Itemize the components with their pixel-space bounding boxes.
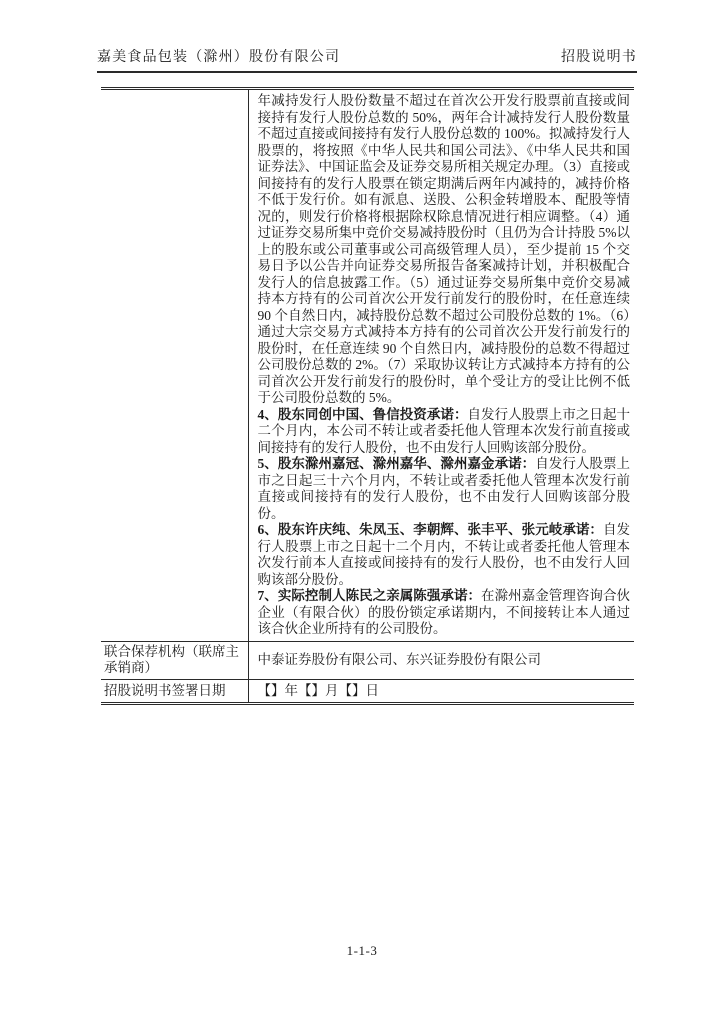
- header-company-name: 嘉美食品包装（滁州）股份有限公司: [97, 50, 341, 65]
- commitment-lead: 7、实际控制人陈民之亲属陈强承诺：: [257, 588, 482, 603]
- sponsors-value: [248, 641, 634, 679]
- commitments-label-cell: [101, 89, 248, 642]
- commitment-table: [101, 87, 634, 705]
- sponsors-value-text: 中泰证券股份有限公司、东兴证券股份有限公司: [257, 651, 541, 667]
- header-doc-type: 招股说明书: [561, 50, 637, 65]
- commitment-lead: 5、股东滁州嘉冠、滁州嘉华、滁州嘉金承诺：: [257, 456, 536, 471]
- page-footer: [0, 943, 724, 959]
- page-number: 1-1-3: [346, 943, 378, 958]
- page-content: [97, 50, 637, 705]
- signing-date-label: 招股说明书签署日期: [101, 679, 248, 704]
- commitment-lead: 4、股东同创中国、鲁信投资承诺：: [257, 406, 468, 422]
- page-header: [97, 50, 637, 66]
- signing-date-value: [248, 679, 634, 704]
- sponsors-label: 联合保荐机构（联席主承销商）: [101, 641, 248, 679]
- table-row-signing-date: [101, 679, 634, 704]
- header-rule: [97, 71, 637, 73]
- commitment-lead: 6、股东许庆纯、朱凤玉、李朝辉、张丰平、张元岐承诺：: [257, 522, 603, 537]
- table-row-commitments: [101, 89, 634, 642]
- signing-date-value-text: 【】年【】月【】日: [257, 682, 379, 698]
- continuation-paragraph: 年减持发行人股份数量不超过在首次公开发行股票前直接或间接持有发行人股份总数的 50%，两年合计减持发行人股份数量不超过直接或间接持有发行人股份总数的 100%。拟减持发行人股票的，将按照《中华人民共和国公司法》、《中华人民共和国证券法》、中国证监会及证券交易所相关规定办理。（3）直接或间接持有的发行人股票在锁定期满后两年内减持的，减持价格不低于发行价。如有派息、送股、公积金转增股本、配股等情况的，则发行价格将根据除权除息情况进行相应调整。（4）通过证券交易所集中竞价交易减持股份时（且仍为合计持股 5%以上的股东或公司董事或公司高级管理人员），至少提前 15 个交易日予以公告并向证券交易所报告备案减持计划，并积极配合发行人的信息披露工作。（5）通过证券交易所集中竞价交易减持本方持有的公司首次公开发行前发行的股份时，在任意连续 90 个自然日内，减持股份总数不超过公司股份总数的 1%。（6）通过大宗交易方式减持本方持有的公司首次公开发行前发行的股份时，在任意连续 90 个自然日内，减持股份的总数不得超过公司股份总数的 2%。（7）采取协议转让方式减持本方持有的公司首次公开发行前发行的股份时，单个受让方的受让比例不低于公司股份总数的 5%。: [257, 93, 630, 405]
- commitment-paragraph: 4、股东同创中国、鲁信投资承诺：自发行人股票上市之日起十二个月内，本公司不转让或者委托他人管理本次发行前直接或间接持有的发行人股份，也不由发行人回购该部分股份。: [257, 406, 631, 455]
- commitment-paragraph: 7、实际控制人陈民之亲属陈强承诺：在滁州嘉金管理咨询合伙企业（有限合伙）的股份锁定承诺期内，不间接转让本人通过该合伙企业所持有的公司股份。: [257, 588, 631, 636]
- commitment-paragraphs: [258, 407, 631, 638]
- commitment-paragraph: 6、股东许庆纯、朱凤玉、李朝辉、张丰平、张元岐承诺：自发行人股票上市之日起十二个月内，不转让或者委托他人管理本次发行前本人直接或间接持有的发行人股份，也不由发行人回购该部分股份。: [257, 522, 630, 587]
- commitments-text-cell: [248, 89, 634, 642]
- commitment-paragraph: 5、股东滁州嘉冠、滁州嘉华、滁州嘉金承诺：自发行人股票上市之日起三十六个月内，不转让或者委托他人管理本次发行前直接或间接持有的发行人股份，也不由发行人回购该部分股份。: [257, 456, 631, 521]
- table-row-sponsors: [101, 641, 634, 679]
